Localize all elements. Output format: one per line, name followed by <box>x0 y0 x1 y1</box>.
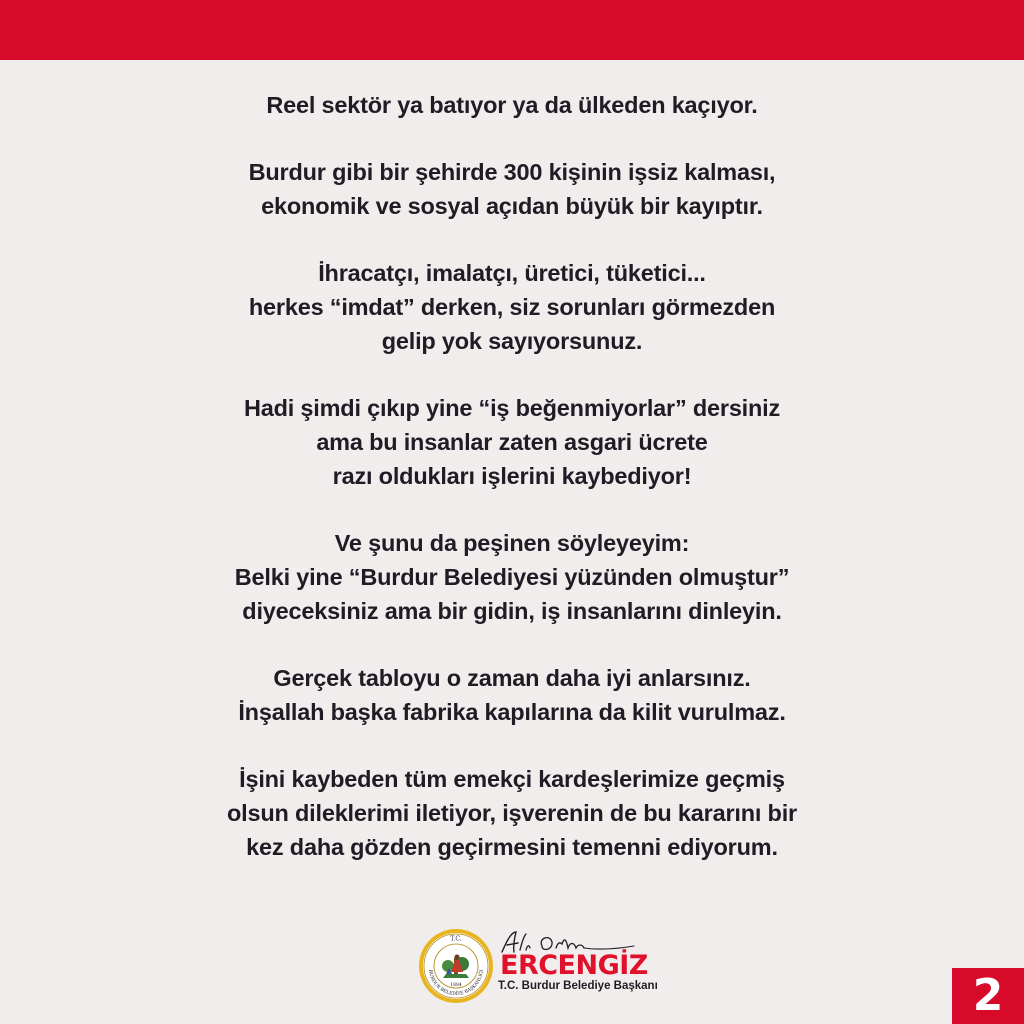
text-line: razı oldukları işlerini kaybediyor! <box>332 463 692 489</box>
paragraph-1 <box>0 88 1024 122</box>
svg-text:T.C.: T.C. <box>450 935 462 943</box>
text-line: Burdur gibi bir şehirde 300 kişinin işsiz kalması, <box>248 159 776 185</box>
mayor-name-area <box>498 928 658 1004</box>
municipality-seal-logo <box>418 928 494 1004</box>
text-line: İhracatçı, imalatçı, üretici, tüketici... <box>318 260 706 286</box>
text-line: herkes “imdat” derken, siz sorunları görmezden <box>248 294 776 320</box>
text-line: kez daha gözden geçirmesini temenni ediyorum. <box>246 834 778 860</box>
text-line: Gerçek tabloyu o zaman daha iyi anlarsınız. <box>273 665 751 691</box>
paragraph-5 <box>0 526 1024 628</box>
svg-text:1884: 1884 <box>450 983 462 988</box>
text-line: diyeceksiniz ama bir gidin, iş insanlarını dinleyin. <box>242 598 782 624</box>
page-number-badge: 2 <box>952 968 1024 1024</box>
mayor-surname: ERCENGİZ <box>500 950 648 981</box>
text-line: gelip yok sayıyorsunuz. <box>381 328 643 354</box>
paragraph-7 <box>0 762 1024 864</box>
svg-text:BURDUR BELEDİYE BAŞKANLIĞI: BURDUR BELEDİYE BAŞKANLIĞI <box>427 969 485 998</box>
paragraph-4 <box>0 391 1024 493</box>
text-line: İnşallah başka fabrika kapılarına da kilit vurulmaz. <box>238 699 786 725</box>
text-line: olsun dileklerimi iletiyor, işverenin de bu kararını bir <box>227 800 797 826</box>
message-body <box>0 88 1024 897</box>
text-line: Reel sektör ya batıyor ya da ülkeden kaçıyor. <box>266 92 758 118</box>
paragraph-2 <box>0 155 1024 223</box>
top-accent-bar <box>0 0 1024 60</box>
text-line: İşini kaybeden tüm emekçi kardeşlerimize geçmiş <box>239 766 785 792</box>
text-line: ekonomik ve sosyal açıdan büyük bir kayıptır. <box>261 193 763 219</box>
text-line: Ve şunu da peşinen söyleyeyim: <box>334 530 690 556</box>
mayor-title: T.C. Burdur Belediye Başkanı <box>498 980 658 992</box>
paragraph-6 <box>0 661 1024 729</box>
text-line: Hadi şimdi çıkıp yine “iş beğenmiyorlar” dersiniz <box>243 395 781 421</box>
paragraph-3 <box>0 256 1024 358</box>
signature-block <box>418 928 658 1004</box>
text-line: Belki yine “Burdur Belediyesi yüzünden olmuştur” <box>234 564 790 590</box>
text-line: ama bu insanlar zaten asgari ücrete <box>316 429 708 455</box>
